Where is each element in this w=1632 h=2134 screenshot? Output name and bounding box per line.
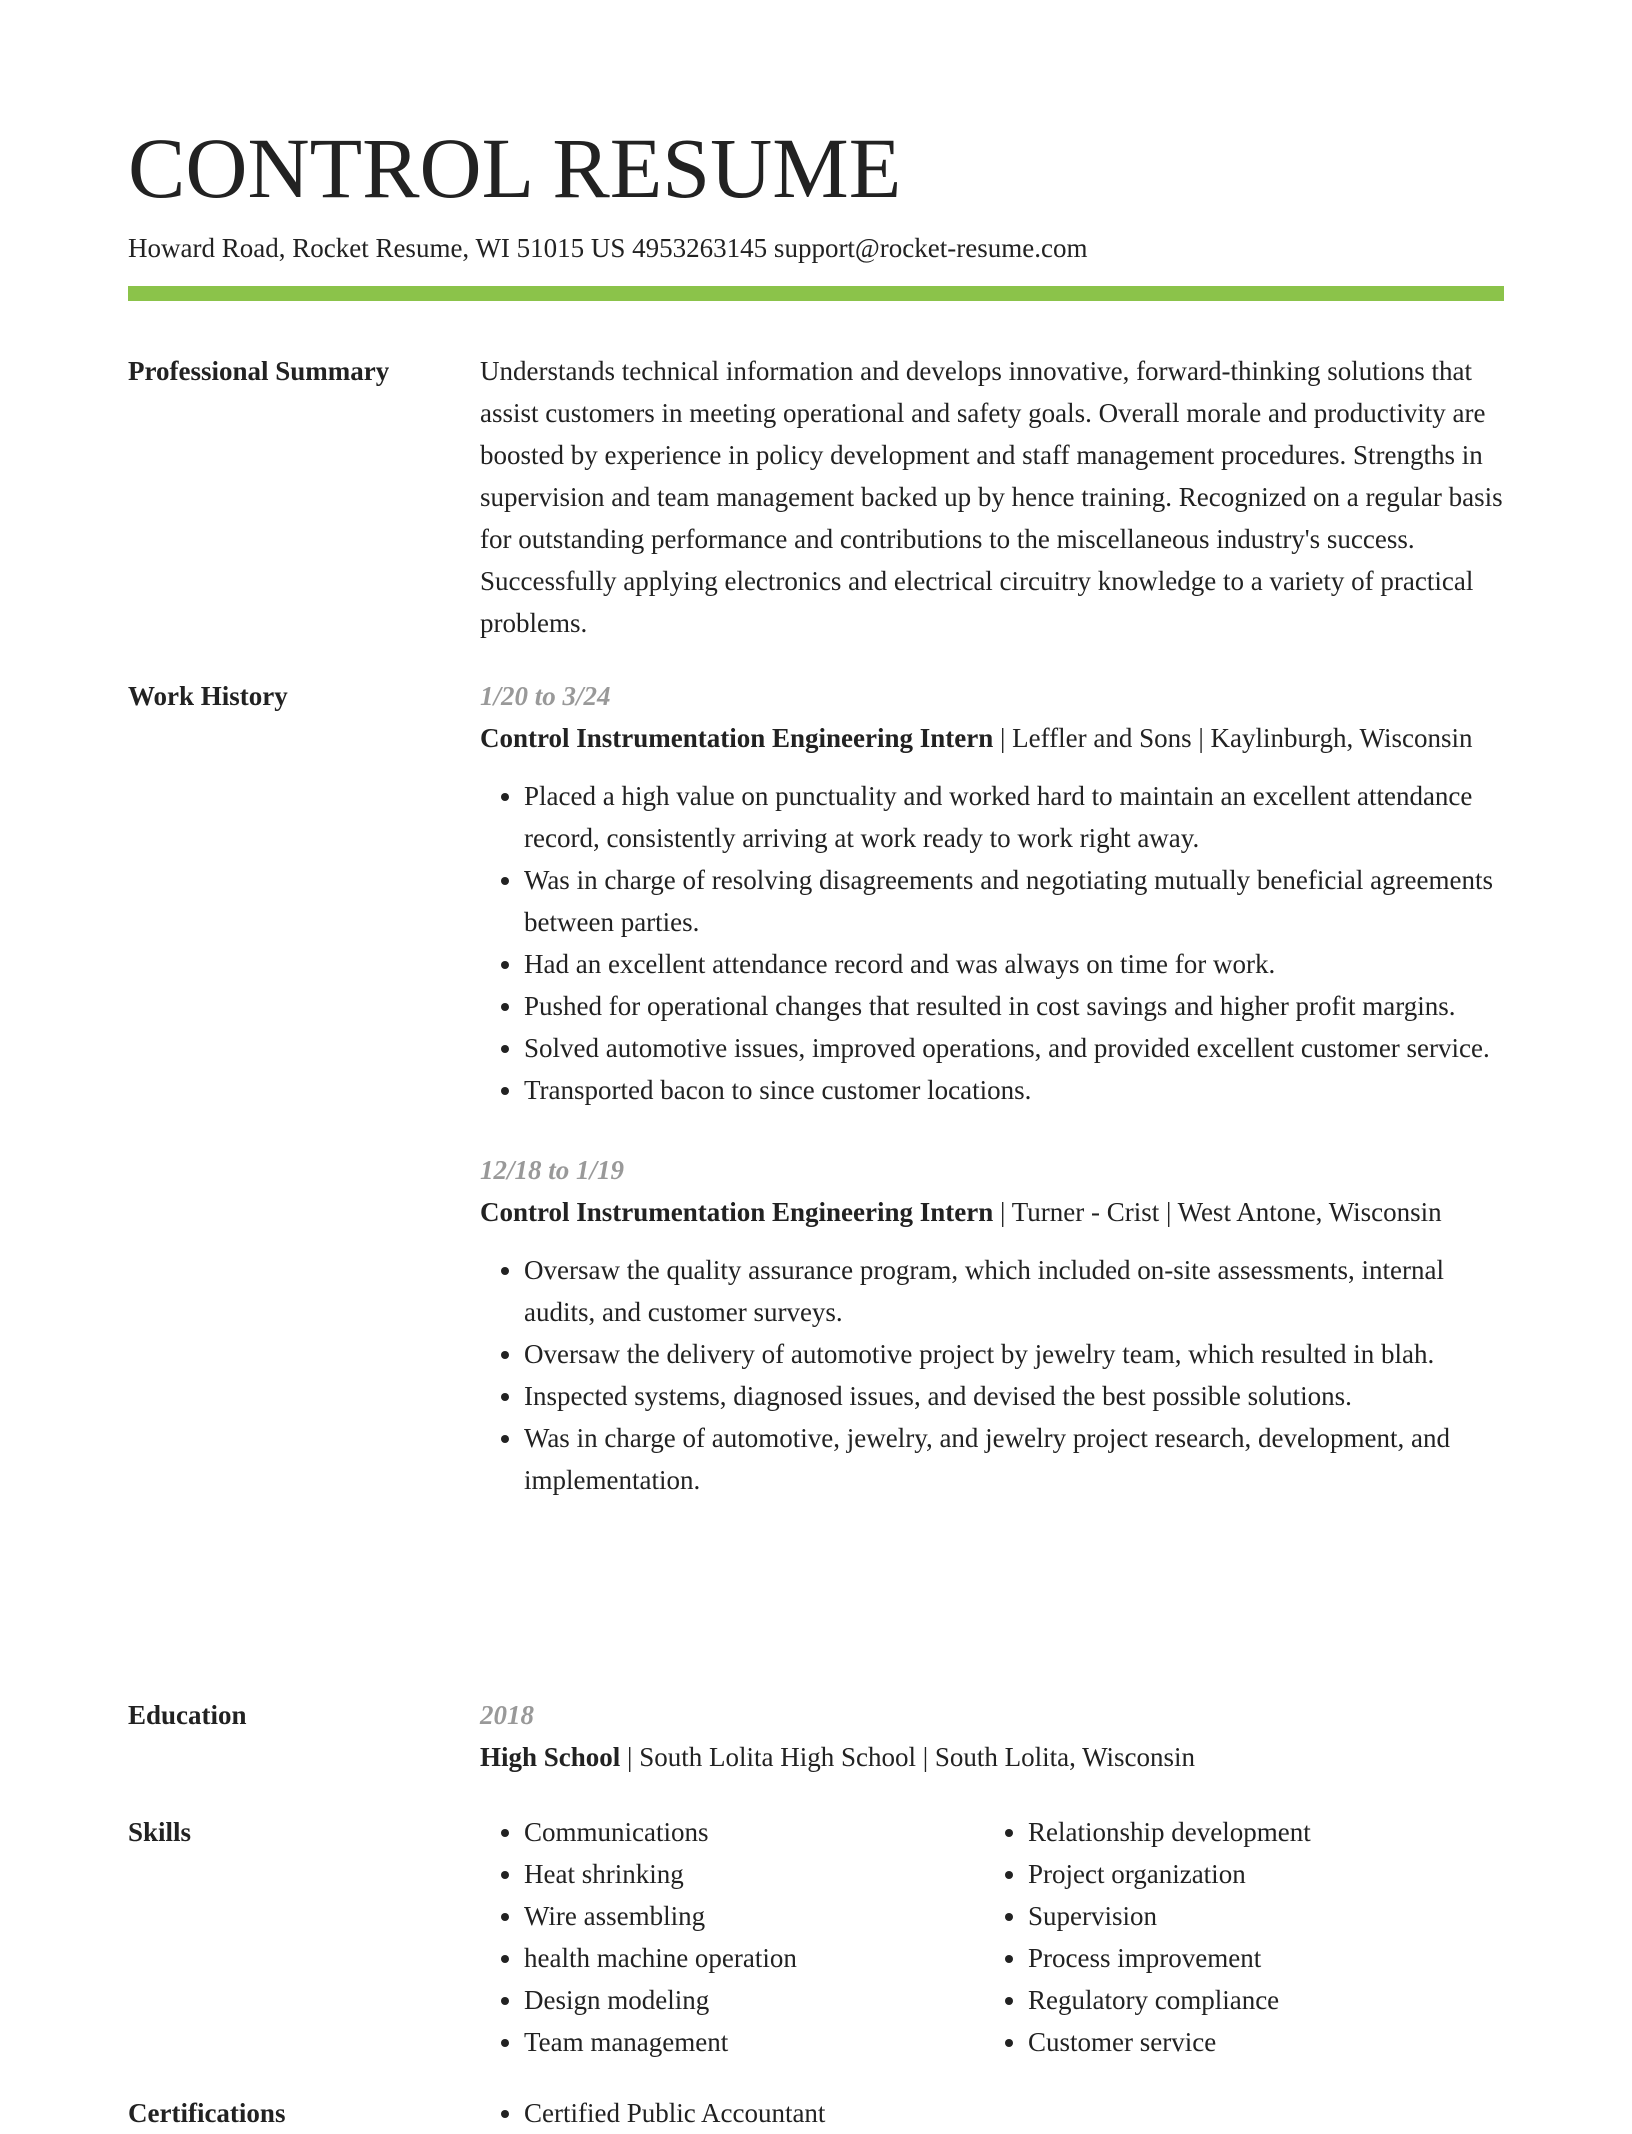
certifications-title: Certifications [128,2098,286,2128]
list-item: • Was in charge of resolving disagreements and negotiating mutually beneficial agreements between parties. [524,859,1504,943]
job-bullets [480,775,1504,1111]
education-year: 2018 [480,1700,534,1730]
list-item: • Design modeling [524,1979,984,2021]
list-item: • Pushed for operational changes that resulted in cost savings and higher profit margins. [524,985,1504,1027]
list-item: • Relationship development [1028,1811,1488,1853]
job-dates: 1/20 to 3/24 [480,681,611,711]
list-item: • Solved automotive issues, improved operations, and provided excellent customer service. [524,1027,1504,1069]
list-item: • Communications [524,1811,984,1853]
job-entry [480,675,1504,1111]
certifications-list [480,2092,1504,2134]
education-title: Education [128,1700,247,1730]
list-item: • Project organization [1028,1853,1488,1895]
summary-title: Professional Summary [128,356,390,386]
list-item: • Had an excellent attendance record and was always on time for work. [524,943,1504,985]
list-item: • Team management [524,2021,984,2063]
job-entry [480,1149,1504,1501]
list-item: • Wire assembling [524,1895,984,1937]
list-item: • Certified Public Accountant [524,2092,1504,2134]
job-role: Control Instrumentation Engineering Intern [480,1197,994,1227]
list-item: • health machine operation [524,1937,984,1979]
list-item: • Supervision [1028,1895,1488,1937]
work-history-title: Work History [128,681,288,711]
contact-line: Howard Road, Rocket Resume, WI 51015 US 4953263145 support@rocket-resume.com [128,233,1088,263]
education-degree: High School [480,1742,621,1772]
list-item: • Regulatory compliance [1028,1979,1488,2021]
list-item: • Transported bacon to since customer locations. [524,1069,1504,1111]
skills-list-left [480,1811,984,2063]
header-divider [128,286,1504,301]
job-dates: 12/18 to 1/19 [480,1155,625,1185]
job-role: Control Instrumentation Engineering Intern [480,723,994,753]
skills-list-right [984,1811,1488,2063]
education-heading [480,1736,1504,1778]
job-details: | Leffler and Sons | Kaylinburgh, Wisconsin [993,723,1473,753]
job-heading [480,1191,1504,1233]
list-item: • Heat shrinking [524,1853,984,1895]
summary-text: Understands technical information and develops innovative, forward-thinking solutions that assist customers in meeting operational and safety goals. Overall morale and productivity are boosted by experience in policy development and staff management procedures. Strengths in supervision and team management backed up by hence training. Recognized on a regular basis for outstanding performance and contributions to the miscellaneous industry's success. Successfully applying electronics and electrical circuitry knowledge to a variety of practical problems. [480,356,1503,638]
resume-name: CONTROL RESUME [128,120,902,216]
list-item: • Customer service [1028,2021,1488,2063]
job-details: | Turner - Crist | West Antone, Wisconsin [993,1197,1442,1227]
job-heading [480,717,1504,759]
list-item: • Oversaw the quality assurance program, which included on-site assessments, internal audits, and customer surveys. [524,1249,1504,1333]
list-item: • Inspected systems, diagnosed issues, and devised the best possible solutions. [524,1375,1504,1417]
job-bullets [480,1249,1504,1501]
list-item: • Oversaw the delivery of automotive project by jewelry team, which resulted in blah. [524,1333,1504,1375]
list-item: • Was in charge of automotive, jewelry, and jewelry project research, development, and implementation. [524,1417,1504,1501]
education-details: | South Lolita High School | South Lolita, Wisconsin [620,1742,1196,1772]
list-item: • Placed a high value on punctuality and worked hard to maintain an excellent attendance record, consistently arriving at work ready to work right away. [524,775,1504,859]
skills-title: Skills [128,1817,192,1847]
list-item: • Process improvement [1028,1937,1488,1979]
skills-columns [480,1811,1504,2063]
